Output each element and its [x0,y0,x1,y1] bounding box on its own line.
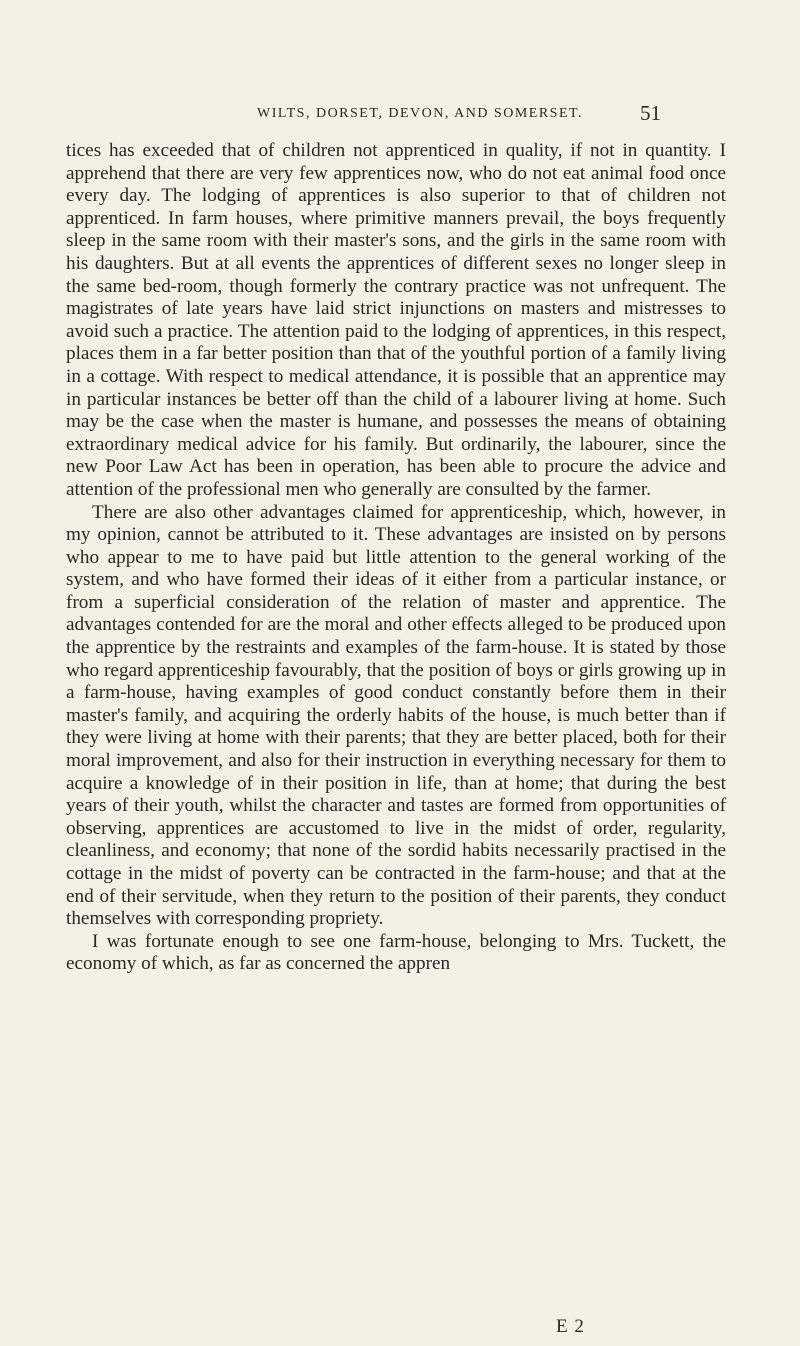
paragraph: There are also other advantages claimed for apprenticeship, which, however, in my opinion, cannot be attributed to it. These advantages are insisted on by persons who appear to me to have paid but little attention to the general working of the system, and who have formed their ideas of it either from a particular instance, or from a superficial consideration of the relation of master and apprentice. The advantages contended for are the moral and other effects alleged to be produced upon the apprentice by the restraints and examples of the farm-house. It is stated by those who regard apprenticeship favourably, that the position of boys or girls growing up in a farm-house, having examples of good conduct constantly before them in their master's family, and acquiring the orderly habits of the house, is much better than if they were living at home with their parents; that they are better placed, both for their moral improvement, and also for their instruction in everything necessary for them to acquire a knowledge of in their position in life, than at home; that during the best years of their youth, whilst the character and tastes are formed from opportunities of observing, apprentices are accustomed to live in the midst of order, regularity, cleanliness, and economy; that none of the sordid habits necessarily practised in the cottage in the midst of poverty can be contracted in the farm-house; and that at the end of their servitude, when they return to the position of their parents, they conduct themselves with corresponding propriety. [66,501,726,930]
running-head: WILTS, DORSET, DEVON, AND SOMERSET. [256,106,584,121]
paragraph: I was fortunate enough to see one farm-house, belonging to Mrs. Tuckett, the economy of which, as far as concerned the appren [66,930,726,975]
signature-mark: E 2 [556,1316,585,1337]
page-number: 51 [640,101,661,125]
body-text [66,140,726,976]
paragraph: tices has exceeded that of children not apprenticed in quality, if not in quantity. I apprehend that there are very few apprentices now, who do not eat animal food once every day. The lodging of apprentices is also superior to that of children not apprenticed. In farm houses, where primitive manners prevail, the boys frequently sleep in the same room with their master's sons, and the girls in the same room with his daughters. But at all events the apprentices of different sexes no longer sleep in the same bed-room, though formerly the contrary practice was not unfrequent. The magistrates of late years have laid strict injunctions on masters and mistresses to avoid such a practice. The attention paid to the lodging of apprentices, in this respect, places them in a far better position than that of the youthful portion of a family living in a cottage. With respect to medical attendance, it is possible that an apprentice may in particular instances be better off than the child of a labourer living at home. Such may be the case when the master is humane, and possesses the means of obtaining extraordinary medical advice for his family. But ordinarily, the labourer, since the new Poor Law Act has been in operation, has been able to procure the advice and attention of the professional men who generally are consulted by the farmer. [66,140,726,500]
